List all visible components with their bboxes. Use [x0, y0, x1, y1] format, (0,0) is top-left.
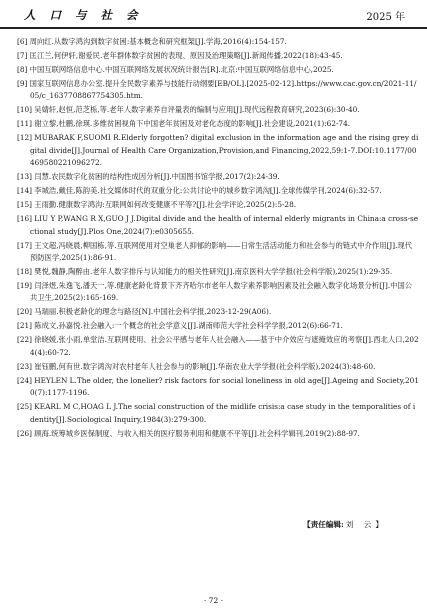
- reference-item: [6] 周向红.从数字鸿沟到数字贫困:基本概念和研究框架[J].学海,2016(4):154-157.: [17, 37, 287, 46]
- reference-item: [12] MUBARAK F,SUOMI R.Elderly forgotten? digital exclusion in the information age and the rising grey digital divide[J].Journal of Health Care Organization,Provision,and Financing,2022,59:1-7.DOI:10.1177/00469580221096272.: [17, 133, 419, 168]
- reference-item: [19] 闫泽煜,朱逸飞,潘天一,等.健康老龄化背景下齐齐哈尔市老年人数字素养影响因素及社会融入数字化场景分析[J].中国公共卫生,2025(2):165-169.: [17, 281, 413, 303]
- header-rule: [0, 27, 427, 29]
- reference-item: [13] 闫慧.农民数字化贫困的结构性成因分析[J].中国图书馆学报,2017(2):24-39.: [17, 172, 280, 182]
- reference-item: [26] 顾海.统筹城乡医保制度、与收入相关的医疗服务利用和健康不平等[J].社会科学辑刊,2019(2):88-97.: [17, 428, 360, 438]
- reference-item: [16] LIU Y P,WANG R X,GUO J J.Digital divide and the health of internal elderly migrants in China:a cross-sectional study[J].Plos One,2024(7):e0305655.: [17, 214, 419, 236]
- reference-list: [9, 36, 419, 442]
- reference-item: [24] HEYLEN L.The older, the lonelier? risk factors for social loneliness in old age[J].Ageing and Society,2010(7):1177-1196.: [17, 375, 419, 398]
- reference-item: [15] 王雨勤.健康数字鸿沟:互联网如何改变健康不平等?[J].社会学评论,2025(2):5-28.: [17, 200, 297, 210]
- reference-item: [23] 崔钰鹏,何有世.数字鸿沟对农村老年人社会参与的影响[J].华南农业大学学报(社会科学版),2024(3):48-60.: [17, 361, 376, 371]
- reference-item: [14] 李城浩,戴佳,陈韵美.社交媒体时代的双重分化:公共讨论中的城乡数字鸿沟[J].全球传媒学刊,2024(6):32-57.: [17, 186, 382, 196]
- reference-item: [10] 吴婧轩,赵恒,范芝栎,等.老年人数字素养自评量表的编制与应用[J].现代远程教育研究,2023(6):30-40.: [17, 105, 360, 115]
- reference-item: [17] 王文超,冯晓晨,柳国栋,等.互联网使用对空巢老人抑郁的影响——日常生活活动能力和社会参与的链式中介作用[J].现代预防医学,2025(1):86-91.: [17, 240, 413, 263]
- reference-item: [20] 马瑞丽.积极老龄化的理念与路径[N].中国社会科学报,2023-12-29(A06).: [17, 307, 272, 317]
- reference-item: [25] KEARL M C,HOAG L J.The social construction of the midlife crisis:a case study in the temporalities of identity[J].Sociological Inquiry,1984(3):279-300.: [17, 402, 416, 424]
- reference-item: [9] 国家互联网信息办公室.提升全民数字素养与技能行动纲要[EB/OL].[2025-02-12].https://www.cac.gov.cn/2021-11/05/c_1637708867754305.htm.: [17, 79, 417, 101]
- editor-name: 刘 云】: [345, 520, 387, 529]
- reference-item: [21] 陈成文,孙嘉悦.社会融入:一个概念的社会学意义[J].湖南师范大学社会科学学报,2012(6):66-71.: [17, 321, 343, 331]
- page-number: · 72 ·: [203, 596, 224, 605]
- reference-item: [18] 樊悦,魏静,陶醉由.老年人数字排斥与认知能力的相关性研究[J].南京医科大学学报(社会科学版),2025(1):29-35.: [17, 267, 393, 277]
- reference-item: [11] 谢立黎,杜鹏,徐瑛.多维贫困视角下中国老年贫困及对老化态度的影响[J].社会建设,2021(1):62-74.: [17, 119, 351, 129]
- issue-year: 2025 年: [366, 12, 405, 23]
- reference-item: [7] 匡江兰,何伊轩,谢爱民.老年群体数字贫困的表现、原因及治理策略[J].新闻传播,2022(18):43-45.: [17, 51, 343, 60]
- journal-title: 人 口 与 社 会: [24, 8, 143, 22]
- running-header: [0, 0, 427, 28]
- reference-item: [22] 徐晓媛,张小雨,单堂洁.互联网使用、社会公平感与老年人社会融入——基于中介效应与遮掩效应的考察[J].西北人口,2024(4):60-72.: [17, 335, 419, 357]
- reference-item: [8] 中国互联网络信息中心.中国互联网络发展状况统计报告[R].北京:中国互联网络信息中心,2025.: [17, 65, 334, 74]
- responsible-editor: [303, 519, 387, 530]
- editor-label: 【责任编辑:: [303, 520, 344, 529]
